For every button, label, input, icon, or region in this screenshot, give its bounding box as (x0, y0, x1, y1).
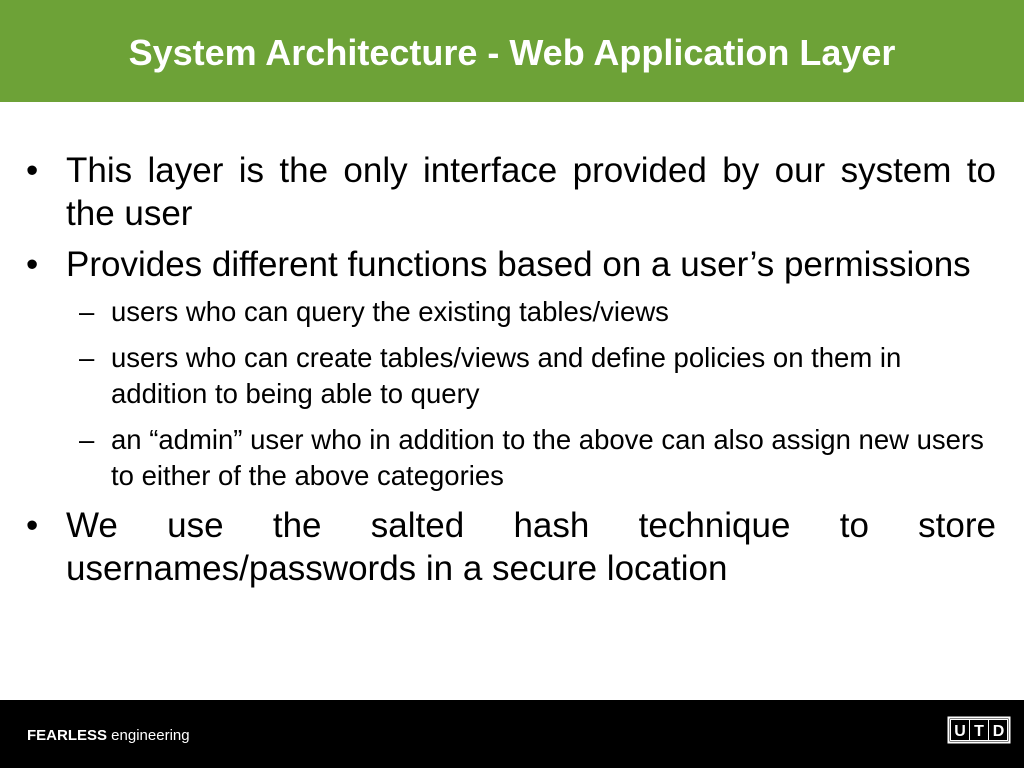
dash-marker: – (79, 342, 95, 373)
brand-bold-text: FEARLESS (27, 727, 108, 744)
bullet-marker: • (26, 245, 39, 284)
sub-bullet-item (26, 422, 996, 494)
bullet-text: This layer is the only interface provided by our system to the user (66, 151, 996, 233)
bullet-marker: • (26, 151, 39, 190)
footer-brand (27, 727, 190, 744)
bullet-item (26, 149, 996, 235)
sub-bullet-item (26, 340, 996, 412)
sub-bullet-item (26, 294, 996, 330)
title-bar (0, 0, 1024, 102)
footer-bar (0, 700, 1024, 768)
bullet-item (26, 243, 996, 286)
utd-logo-letter-t: T (974, 723, 984, 740)
bullet-item (26, 504, 996, 590)
slide-title: System Architecture - Web Application Layer (128, 32, 896, 73)
bullet-text: We use the salted hash technique to store usernames/passwords in a secure location (66, 506, 996, 588)
sub-bullet-text: an “admin” user who in addition to the above can also assign new users to either of the above categories (111, 424, 984, 491)
dash-marker: – (79, 296, 95, 327)
brand-regular-text: engineering (107, 727, 190, 744)
bullet-text: Provides different functions based on a user’s permissions (66, 245, 971, 284)
utd-logo-letter-u: U (954, 723, 966, 740)
bullet-marker: • (26, 506, 39, 545)
utd-logo-letter-d: D (992, 723, 1005, 740)
sub-bullet-text: users who can query the existing tables/views (111, 296, 669, 327)
utd-logo (947, 716, 1011, 744)
dash-marker: – (79, 424, 95, 455)
sub-bullet-text: users who can create tables/views and define policies on them in addition to being able to query (111, 342, 902, 409)
sub-bullet-list (26, 294, 996, 494)
slide-content (26, 149, 996, 598)
